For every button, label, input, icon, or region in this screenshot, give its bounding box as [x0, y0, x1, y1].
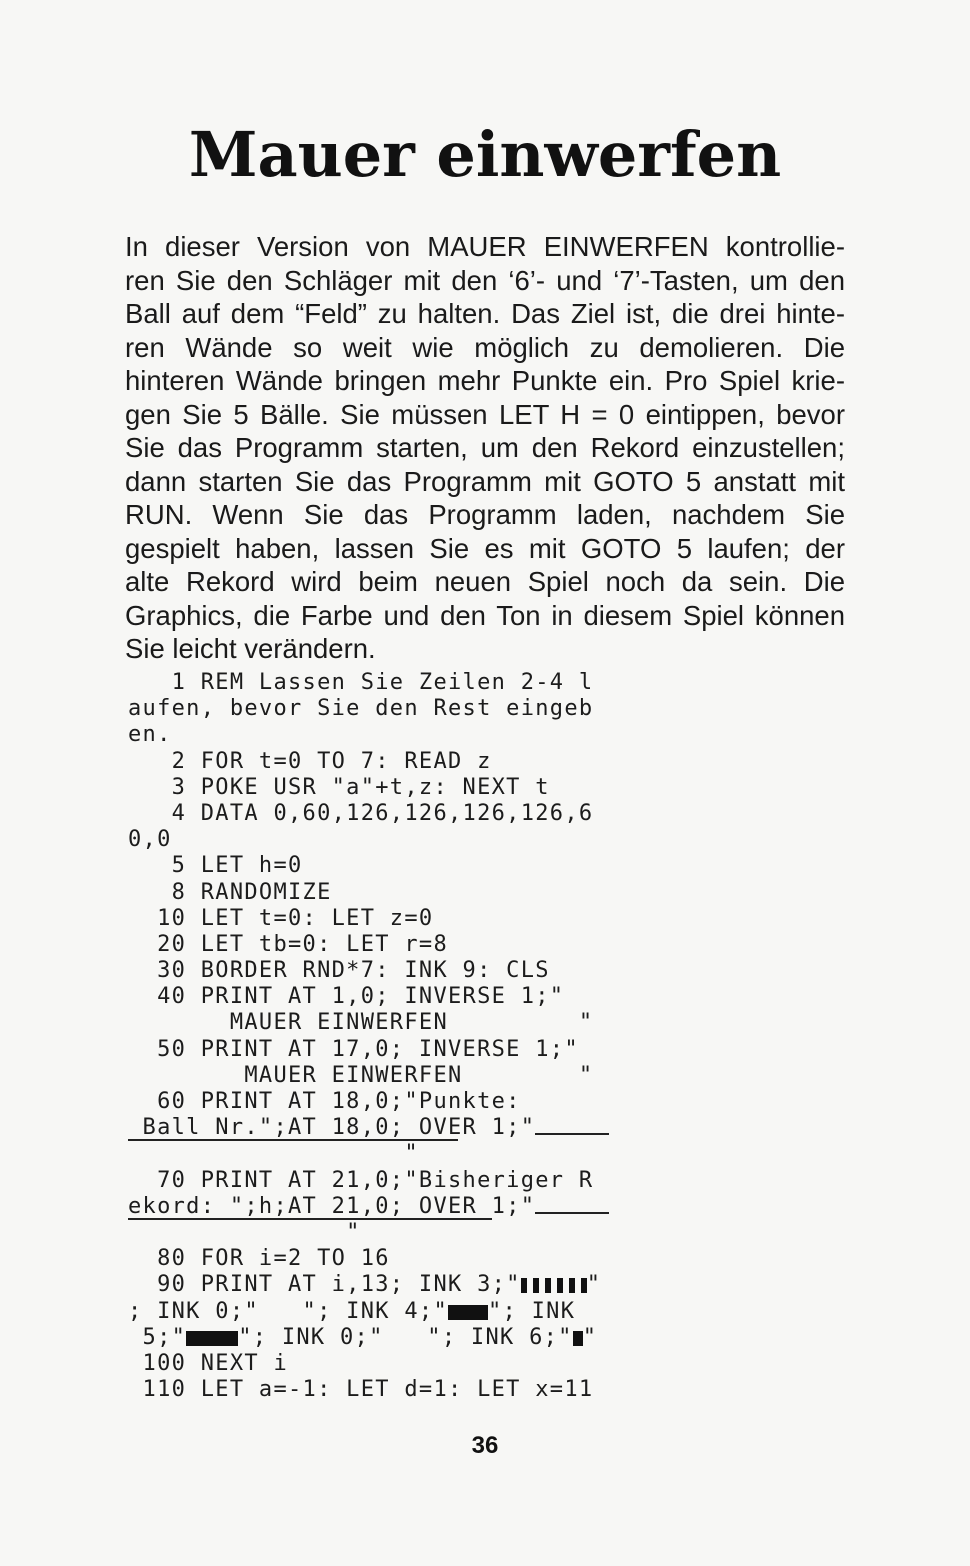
page-number: 36: [471, 1432, 499, 1459]
code-line: MAUER EINWERFEN ": [128, 1062, 594, 1088]
code-line: 30 BORDER RND*7: INK 9: CLS: [128, 958, 550, 984]
code-line: 20 LET tb=0: LET r=8: [128, 931, 448, 957]
code-line: [128, 1272, 748, 1298]
intro-line: alte Rekord wird beim neuen Spiel noch da sein. Die: [125, 566, 845, 597]
code-line: 50 PRINT AT 17,0; INVERSE 1;": [128, 1036, 579, 1062]
intro-paragraph: [125, 230, 845, 666]
code-line: [128, 1141, 748, 1167]
code-text: ": [128, 1219, 361, 1245]
code-line: [128, 1115, 748, 1141]
code-text: 90 PRINT AT i,13; INK 3;": [128, 1272, 521, 1298]
code-line: 0,0: [128, 827, 172, 853]
intro-line: hinteren Wände bringen mehr Punkte ein. Pro Spiel krie-: [125, 365, 845, 396]
code-line: 40 PRINT AT 1,0; INVERSE 1;": [128, 984, 565, 1010]
code-line: 110 LET a=-1: LET d=1: LET x=11: [128, 1377, 594, 1403]
brick-graphic-block: [186, 1331, 238, 1346]
intro-line: Ball auf dem “Feld” zu halten. Das Ziel ist, die drei hinte-: [125, 298, 845, 329]
intro-line: gespielt haben, lassen Sie es mit GOTO 5 laufen; der: [125, 532, 845, 564]
page-title: Mauer einwerfen: [188, 118, 782, 191]
basic-listing: [128, 670, 748, 1403]
code-line: [128, 1220, 748, 1246]
intro-line: RUN. Wenn Sie das Programm laden, nachdem Sie: [125, 499, 845, 530]
brick-graphic-block: [448, 1305, 488, 1320]
code-line: 10 LET t=0: LET z=0: [128, 905, 434, 931]
code-text: ": [128, 1141, 419, 1167]
code-line: [128, 1299, 748, 1325]
code-text: 5;": [128, 1324, 187, 1350]
code-text: Ball Nr.";AT 18,0; OVER 1;": [128, 1115, 536, 1141]
code-text: "; INK: [488, 1298, 576, 1324]
code-line: 60 PRINT AT 18,0;"Punkte:: [128, 1089, 521, 1114]
code-line: MAUER EINWERFEN ": [128, 1010, 594, 1036]
code-line: en.: [128, 722, 172, 748]
code-line: 70 PRINT AT 21,0;"Bisheriger R: [128, 1167, 594, 1193]
code-text: ekord: ";h;AT 21,0; OVER 1;": [128, 1193, 536, 1219]
intro-line: ren Sie den Schläger mit den ‘6’- und ‘7’-Tasten, um den: [125, 264, 845, 296]
intro-line: Sie das Programm starten, um den Rekord einzustellen;: [125, 432, 845, 463]
intro-line: In dieser Version von MAUER EINWERFEN kontrollie-: [125, 231, 845, 262]
code-line: 3 POKE USR "a"+t,z: NEXT t: [128, 774, 550, 800]
intro-line: Graphics, die Farbe und den Ton in diesem Spiel können: [125, 599, 845, 631]
code-line: 100 NEXT i: [128, 1350, 288, 1376]
code-line: [128, 1194, 748, 1220]
code-text: "; INK 0;" "; INK 6;": [238, 1324, 573, 1350]
underline-graphic: [535, 1194, 609, 1214]
code-text: ": [582, 1324, 598, 1350]
code-line: 80 FOR i=2 TO 16: [128, 1246, 390, 1272]
code-line: 4 DATA 0,60,126,126,126,126,6: [128, 800, 594, 826]
brick-graphic-checker: [521, 1278, 587, 1293]
intro-line: gen Sie 5 Bälle. Sie müssen LET H = 0 eintippen, bevor: [125, 398, 845, 430]
code-line: 8 RANDOMIZE: [128, 879, 332, 905]
underline-graphic: [128, 1218, 492, 1220]
intro-line: dann starten Sie das Programm mit GOTO 5 anstatt mit: [125, 465, 845, 497]
underline-graphic: [535, 1115, 609, 1135]
intro-line: Sie leicht verändern.: [125, 633, 376, 664]
brick-graphic-block: [573, 1331, 583, 1346]
intro-line: ren Wände so weit wie möglich zu demolieren. Die: [125, 331, 845, 363]
code-line: aufen, bevor Sie den Rest eingeb: [128, 696, 594, 722]
code-line: 2 FOR t=0 TO 7: READ z: [128, 748, 492, 774]
code-line: 5 LET h=0: [128, 853, 303, 879]
code-text: ; INK 0;" "; INK 4;": [128, 1298, 448, 1324]
code-line: 1 REM Lassen Sie Zeilen 2-4 l: [128, 670, 594, 695]
code-text: ": [586, 1272, 602, 1298]
code-line: [128, 1325, 748, 1351]
underline-graphic: [128, 1139, 458, 1141]
